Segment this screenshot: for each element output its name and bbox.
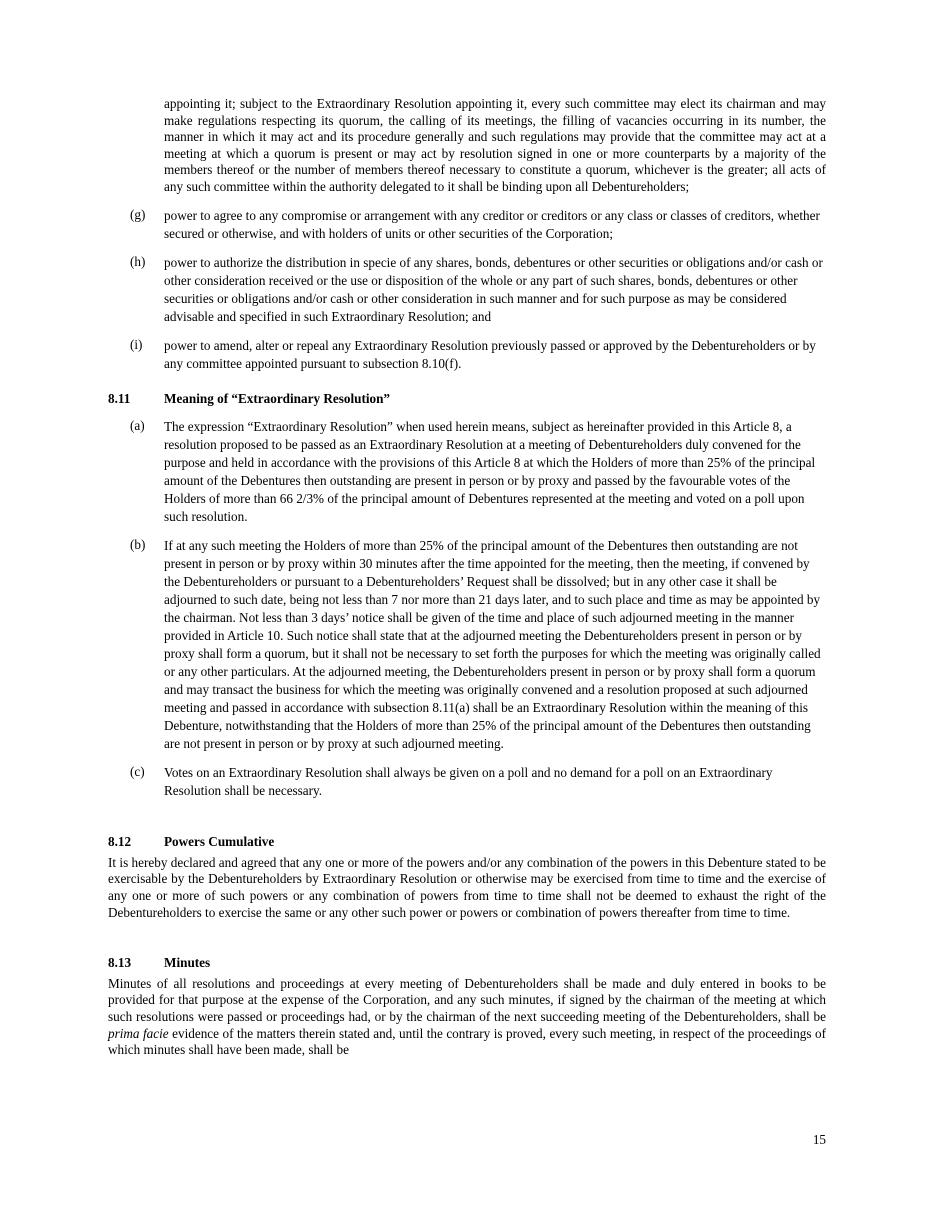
list-item-marker: (a) bbox=[130, 418, 145, 434]
section-8-13-body-part1: Minutes of all resolutions and proceedings at every meeting of Debentureholders shall be made and duly entered in books to be provided for that purpose at the expense of the Corporation, and any such minutes, if signed by the chairman of the meeting at which such resolutions were passed or proceedings had, or by the chairman of the next succeeding meeting of the Debentureholders, shall be bbox=[108, 975, 826, 1024]
list-item-text: power to agree to any compromise or arrangement with any creditor or creditors or any class or classes of creditors, whether secured or otherwise, and with holders of units or other securities of the Corporation; bbox=[164, 207, 820, 241]
list-item-text: power to authorize the distribution in specie of any shares, bonds, debentures or other securities or obligations and/or cash or other consideration received or the use or disposition of the whole or any part of such shares, bonds, debentures or other securities or obligations and/or cash or other consideration in such manner and for such purpose as may be considered advisable and specified in such Extraordinary Resolution; and bbox=[164, 254, 823, 324]
list-item-marker: (g) bbox=[130, 206, 146, 222]
list-item bbox=[130, 206, 826, 243]
list-item-text: The expression “Extraordinary Resolution” when used herein means, subject as hereinafter provided in this Article 8, a resolution proposed to be passed as an Extraordinary Resolution at a meeting of Debentureholders duly convened for the purpose and held in accordance with the provisions of this Article 8 at which the Holders of more than 25% of the principal amount of the Debentures then outstanding are present in person or by proxy and passed by the favourable votes of the Holders of more than 66 2/3% of the principal amount of Debentures represented at the meeting and voted on a poll upon such resolution. bbox=[164, 419, 816, 525]
page-content bbox=[108, 96, 826, 1059]
list-item-marker: (i) bbox=[130, 336, 143, 352]
list-item-text: Votes on an Extraordinary Resolution shall always be given on a poll and no demand for a poll on an Extraordinary Resolution shall be necessary. bbox=[164, 765, 773, 799]
section-8-13-body-part2: evidence of the matters therein stated and, until the contrary is proved, every such meeting, in respect of the proceedings of which minutes shall have been made, shall be bbox=[108, 1025, 826, 1058]
section-number: 8.13 bbox=[108, 955, 132, 971]
list-item bbox=[130, 418, 826, 526]
list-item bbox=[130, 537, 826, 753]
list-item bbox=[130, 764, 826, 800]
section-8-13-body-italic: prima facie bbox=[108, 1025, 169, 1041]
list-item bbox=[130, 253, 826, 326]
section-heading-8-12 bbox=[108, 834, 826, 851]
page-number: 15 bbox=[812, 1132, 826, 1147]
continued-paragraph: appointing it; subject to the Extraordinary Resolution appointing it, every such committee may elect its chairman and may make regulations respecting its quorum, the calling of its meetings, the filling of vacancies occurring in its number, the manner in which it may act and its procedure generally and such regulations may provide that the committee may act at a meeting at which a quorum is present or may act by resolution signed in one or more counterparts by a majority of the members thereof or the number of members thereof necessary to constitute a quorum, whichever is the greater; all acts of any such committee within the authority delegated to it shall be binding upon all Debentureholders; bbox=[164, 96, 826, 194]
section-8-12-body: It is hereby declared and agreed that any one or more of the powers and/or any combination of the powers in this Debenture stated to be exercisable by the Debentureholders by Extraordinary Resolution or otherwise may be exercised from time to time and the exercise of any one or more of such powers or any combination of powers from time to time shall not be deemed to exhaust the right of the Debentureholders to exercise the same or any other such power or powers or combination of powers thereafter from time to time. bbox=[108, 854, 826, 920]
spacer bbox=[108, 921, 826, 937]
list-item-text: power to amend, alter or repeal any Extraordinary Resolution previously passed or approved by the Debentureholders or by any committee appointed pursuant to subsection 8.10(f). bbox=[164, 337, 816, 371]
section-title: Meaning of “Extraordinary Resolution” bbox=[164, 390, 391, 406]
list-item-marker: (c) bbox=[130, 764, 145, 780]
section-number: 8.11 bbox=[108, 390, 131, 406]
section-title: Powers Cumulative bbox=[164, 834, 275, 850]
section-number: 8.12 bbox=[108, 834, 132, 850]
list-item-text: If at any such meeting the Holders of more than 25% of the principal amount of the Debentures then outstanding are not present in person or by proxy within 30 minutes after the time appointed for the meeting, then the meeting, if convened by the Debentureholders or pursuant to a Debentureholders’ Request shall be dissolved; but in any other case it shall be adjourned to such date, being not less than 7 nor more than 21 days later, and to such place and time as may be appointed by the chairman. Not less than 3 days’ notice shall be given of the time and place of such adjourned meeting in the manner provided in Article 10. Such notice shall state that at the adjourned meeting the Debentureholders present in person or by proxy shall form a quorum, but it shall not be necessary to set forth the purposes for which the meeting was originally called or any other particulars. At the adjourned meeting, the Debentureholders present in person or by proxy shall form a quorum and may transact the business for which the meeting was originally convened and a resolution proposed at such adjourned meeting and passed in accordance with subsection 8.11(a) shall be an Extraordinary Resolution within the meaning of this Debenture, notwithstanding that the Holders of more than 25% of the principal amount of the Debentures then outstanding are not present in person or by proxy at such adjourned meeting. bbox=[164, 538, 821, 752]
section-heading-8-11 bbox=[108, 391, 826, 408]
section-title: Minutes bbox=[164, 955, 211, 971]
list-item-marker: (h) bbox=[130, 253, 146, 269]
spacer bbox=[108, 800, 826, 816]
section-8-13-body bbox=[108, 976, 826, 1059]
list-item-marker: (b) bbox=[130, 537, 146, 553]
list-item bbox=[130, 336, 826, 373]
section-heading-8-13 bbox=[108, 955, 826, 972]
